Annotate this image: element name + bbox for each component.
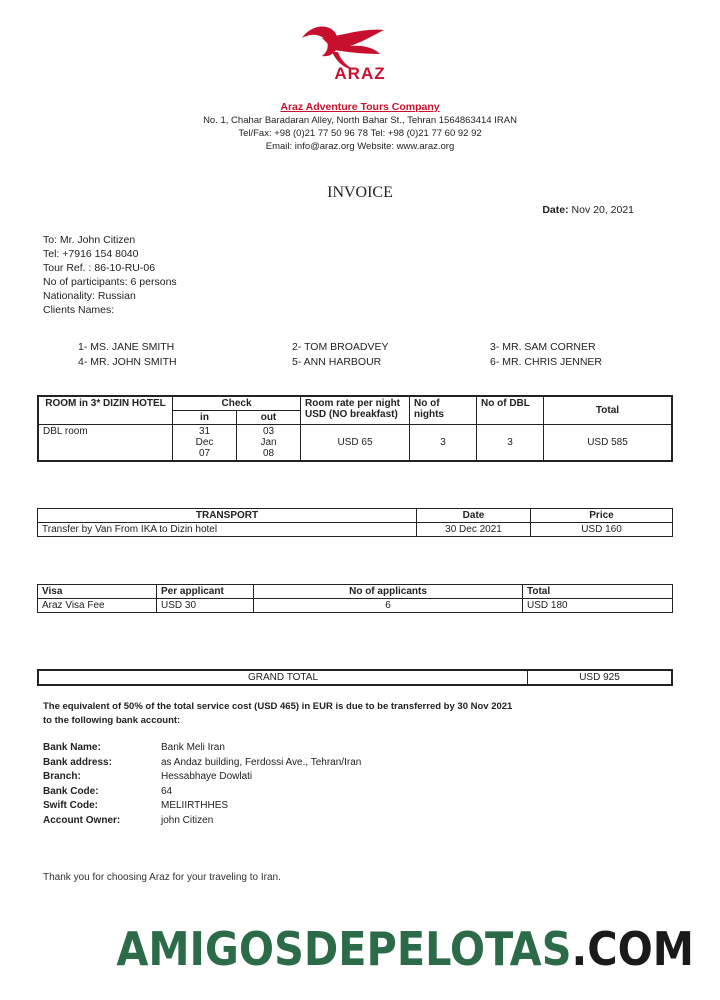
hotel-col-check: Check [173, 396, 301, 411]
visa-col-applicants: No of applicants [254, 585, 523, 599]
hotel-rate: USD 65 [301, 425, 410, 462]
transport-col-price: Price [531, 509, 673, 523]
hotel-table [37, 395, 673, 462]
bank-name: Bank Meli Iran [161, 742, 225, 753]
bank-branch: Hessabhaye Dowlati [161, 771, 253, 782]
visa-per: USD 30 [157, 599, 254, 613]
table-row [38, 425, 672, 462]
grand-total-label: GRAND TOTAL [38, 670, 528, 685]
visa-total: USD 180 [523, 599, 673, 613]
transport-col-desc: TRANSPORT [38, 509, 417, 523]
hotel-room-type: DBL room [38, 425, 173, 462]
client-name: 2- TOM BROADVEY [292, 341, 389, 353]
hotel-dbl: 3 [477, 425, 544, 462]
client-tour-ref: Tour Ref. : 86-10-RU-06 [43, 262, 156, 274]
client-name: 4- MR. JOHN SMITH [78, 356, 177, 368]
client-name: 1- MS. JANE SMITH [78, 341, 175, 353]
client-nationality: Nationality: Russian [43, 290, 136, 302]
client-names-col-1 [78, 340, 177, 370]
transport-price: USD 160 [531, 523, 673, 537]
visa-col-total: Total [523, 585, 673, 599]
visa-item: Araz Visa Fee [38, 599, 157, 613]
hotel-nights: 3 [410, 425, 477, 462]
check-in-month: Dec [195, 437, 214, 448]
payment-note: The equivalent of 50% of the total service cost (USD 465) in EUR is due to be transferred by 30 Nov 2021 to the following bank account: [43, 701, 513, 726]
hotel-check-in [173, 425, 237, 462]
transport-desc: Transfer by Van From IKA to Dizin hotel [38, 523, 417, 537]
check-out-month: Jan [260, 437, 277, 448]
watermark-main: AMIGOSDEPELOTAS [116, 922, 572, 976]
company-name: Araz Adventure Tours Company [280, 101, 440, 113]
date-label: Date: [542, 204, 569, 216]
grand-total-table [37, 669, 673, 686]
brand-name: ARAZ [334, 64, 386, 83]
bank-branch-label: Branch: [43, 771, 81, 782]
visa-table [37, 584, 673, 613]
check-out-year: 08 [262, 448, 275, 459]
client-name: 3- MR. SAM CORNER [490, 341, 596, 353]
bank-details [43, 741, 361, 828]
check-in-year: 07 [198, 448, 211, 459]
client-to: To: Mr. John Citizen [43, 234, 136, 246]
table-row [38, 523, 673, 537]
invoice-title: INVOICE [327, 184, 393, 201]
date-value: Nov 20, 2021 [571, 204, 634, 216]
invoice-date [542, 204, 634, 216]
watermark-suffix: .COM [571, 922, 694, 976]
client-names-col-3 [490, 340, 602, 370]
hotel-col-rate: Room rate per night USD (NO breakfast) [301, 396, 410, 425]
bank-code-label: Bank Code: [43, 785, 99, 797]
client-participants: No of participants: 6 persons [43, 276, 177, 288]
bank-swift: MELIIRTHHES [161, 800, 229, 811]
bank-owner: john Citizen [161, 814, 214, 826]
hotel-col-total: Total [544, 396, 673, 425]
thanks-note: Thank you for choosing Araz for your traveling to Iran. [43, 872, 281, 883]
watermark [116, 922, 694, 976]
visa-applicants: 6 [254, 599, 523, 613]
hotel-col-in: in [173, 411, 237, 425]
hotel-check-out [237, 425, 301, 462]
hotel-col-room: ROOM in 3* DIZIN HOTEL [38, 396, 173, 425]
hotel-col-dbl: No of DBL [477, 396, 544, 425]
bank-owner-label: Account Owner: [43, 814, 121, 826]
client-name: 5- ANN HARBOUR [292, 356, 382, 368]
hotel-col-out: out [237, 411, 301, 425]
hotel-col-nights: No of nights [410, 396, 477, 425]
bank-code: 64 [161, 785, 173, 797]
grand-total-value: USD 925 [528, 670, 673, 685]
client-name: 6- MR. CHRIS JENNER [490, 356, 603, 368]
bank-address: as Andaz building, Ferdossi Ave., Tehran/Iran [161, 756, 362, 768]
visa-col-item: Visa [38, 585, 157, 599]
visa-col-per: Per applicant [157, 585, 254, 599]
client-names-col-2 [292, 340, 388, 370]
client-names-label: Clients Names: [43, 304, 115, 316]
bank-name-label: Bank Name: [43, 742, 101, 753]
check-in-day: 31 [198, 426, 211, 437]
company-address: No. 1, Chahar Baradaran Alley, North Bahar St., Tehran 1564863414 IRAN [203, 115, 517, 126]
bank-swift-label: Swift Code: [43, 800, 98, 811]
company-email: Email: info@araz.org Website: www.araz.org [265, 141, 455, 152]
hotel-total: USD 585 [544, 425, 673, 462]
table-row [38, 599, 673, 613]
bank-address-label: Bank address: [43, 756, 112, 768]
client-tel: Tel: +7916 154 8040 [43, 248, 139, 260]
transport-date: 30 Dec 2021 [417, 523, 531, 537]
company-phone: Tel/Fax: +98 (0)21 77 50 96 78 Tel: +98 (0)21 77 60 92 92 [238, 128, 482, 139]
check-out-day: 03 [262, 426, 275, 437]
transport-col-date: Date [417, 509, 531, 523]
transport-table [37, 508, 673, 537]
client-info [43, 233, 203, 317]
